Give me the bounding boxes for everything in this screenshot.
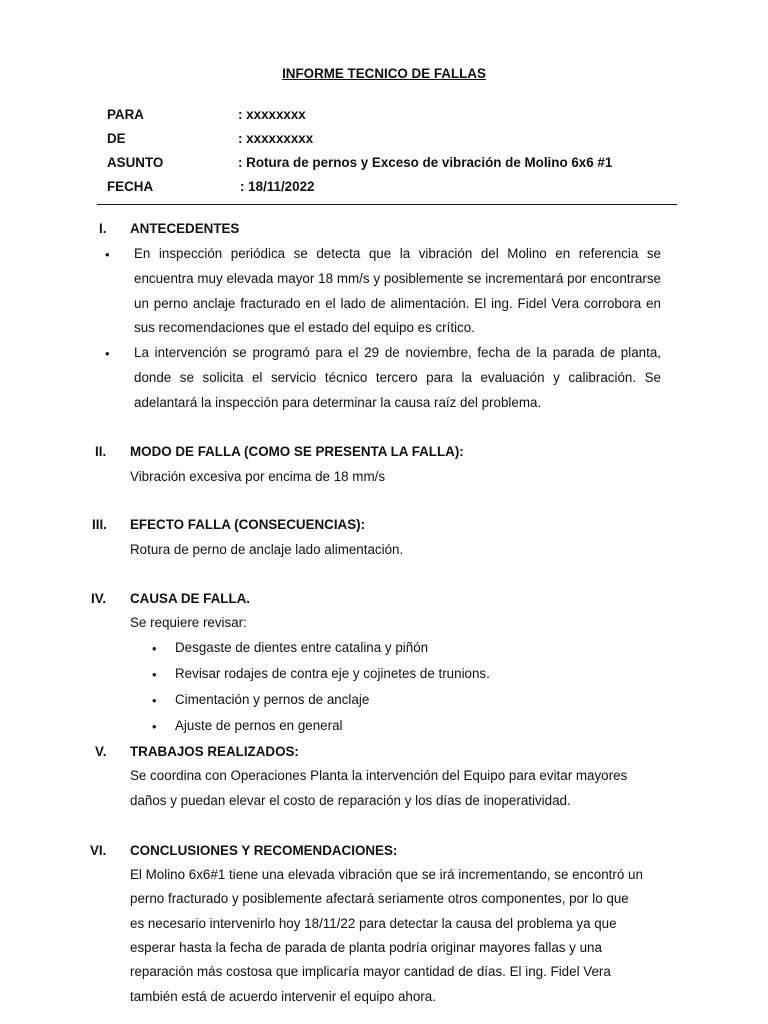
de-value: : xxxxxxxxx [238, 131, 314, 146]
fecha-value: : 18/11/2022 [240, 179, 315, 194]
section-5-line-1: Se coordina con Operaciones Planta la intervención del Equipo para evitar mayores [130, 768, 628, 783]
de-label: DE [107, 131, 126, 146]
document-title: INFORME TECNICO DE FALLAS [282, 66, 486, 81]
section-1-title: ANTECEDENTES [130, 221, 240, 236]
section-6-line-6: también está de acuerdo intervenir el equipo ahora. [130, 989, 436, 1004]
section-3-text: Rotura de perno de anclaje lado alimentación. [130, 542, 404, 557]
section-1-bullet-2: La intervención se programó para el 29 de noviembre, fecha de la parada de planta, donde se solicita el servicio técnico tercero para la evaluación y calibración. Se adelantará la inspección para determinar la causa raíz del problema. [134, 345, 661, 410]
section-6-line-2: perno fracturado y posiblemente afectará seriamente otros componentes, por lo que [130, 891, 629, 906]
section-5-line-2: daños y puedan elevar el costo de reparación y los días de inoperatividad. [130, 793, 571, 808]
section-4-intro: Se requiere revisar: [130, 615, 247, 630]
section-6-line-4: esperar hasta la fecha de parada de planta podría originar mayores fallas y una [130, 940, 602, 955]
para-value: : xxxxxxxx [238, 107, 306, 122]
header-row-asunto [107, 155, 687, 173]
section-6-number: VI. [90, 843, 107, 858]
asunto-value: : Rotura de pernos y Exceso de vibración de Molino 6x6 #1 [238, 155, 613, 170]
bullet-icon: • [152, 693, 157, 708]
section-4-number: IV. [91, 591, 107, 606]
section-2-text: Vibración excesiva por encima de 18 mm/s [130, 469, 386, 484]
section-4-item-4: Ajuste de pernos en general [175, 718, 343, 733]
section-1-number: I. [99, 221, 107, 236]
section-6-line-3: es necesario intervenirlo hoy 18/11/22 para detectar la causa del problema ya que [130, 916, 617, 931]
section-4-item-3: Cimentación y pernos de anclaje [175, 692, 370, 707]
bullet-icon: • [105, 346, 110, 361]
section-3-title: EFECTO FALLA (CONSECUENCIAS): [130, 517, 366, 532]
header-row-fecha [107, 179, 687, 197]
section-2-number: II. [95, 444, 107, 459]
section-5-number: V. [95, 744, 107, 759]
section-5-title: TRABAJOS REALIZADOS: [130, 744, 299, 759]
section-6-line-1: El Molino 6x6#1 tiene una elevada vibración que se irá incrementando, se encontró un [130, 867, 643, 882]
section-1-bullet-1: En inspección periódica se detecta que la vibración del Molino en referencia se encuentra muy elevada mayor 18 mm/s y posiblemente se incrementará por encontrarse un perno anclaje fracturado en el lado de alimentación. El ing. Fidel Vera corrobora en sus recomendaciones que el estado del equipo es crítico. [134, 246, 661, 336]
bullet-icon: • [152, 667, 157, 682]
section-3-number: III. [92, 517, 107, 532]
fecha-label: FECHA [107, 179, 154, 194]
bullet-icon: • [152, 641, 157, 656]
section-6-line-5: reparación más costosa que implicaría mayor cantidad de días. El ing. Fidel Vera [130, 964, 611, 979]
section-6-title: CONCLUSIONES Y RECOMENDACIONES: [130, 843, 398, 858]
section-4-item-2: Revisar rodajes de contra eje y cojinetes de trunions. [175, 666, 490, 681]
header-row-de [107, 131, 687, 149]
section-4-title: CAUSA DE FALLA. [130, 591, 251, 606]
asunto-label: ASUNTO [107, 155, 164, 170]
section-2-title: MODO DE FALLA (COMO SE PRESENTA LA FALLA): [130, 444, 464, 459]
bullet-icon: • [152, 719, 157, 734]
para-label: PARA [107, 107, 144, 122]
header-divider [97, 204, 677, 205]
header-row-para [107, 107, 687, 125]
section-4-item-1: Desgaste de dientes entre catalina y piñón [175, 640, 429, 655]
bullet-icon: • [105, 247, 110, 262]
